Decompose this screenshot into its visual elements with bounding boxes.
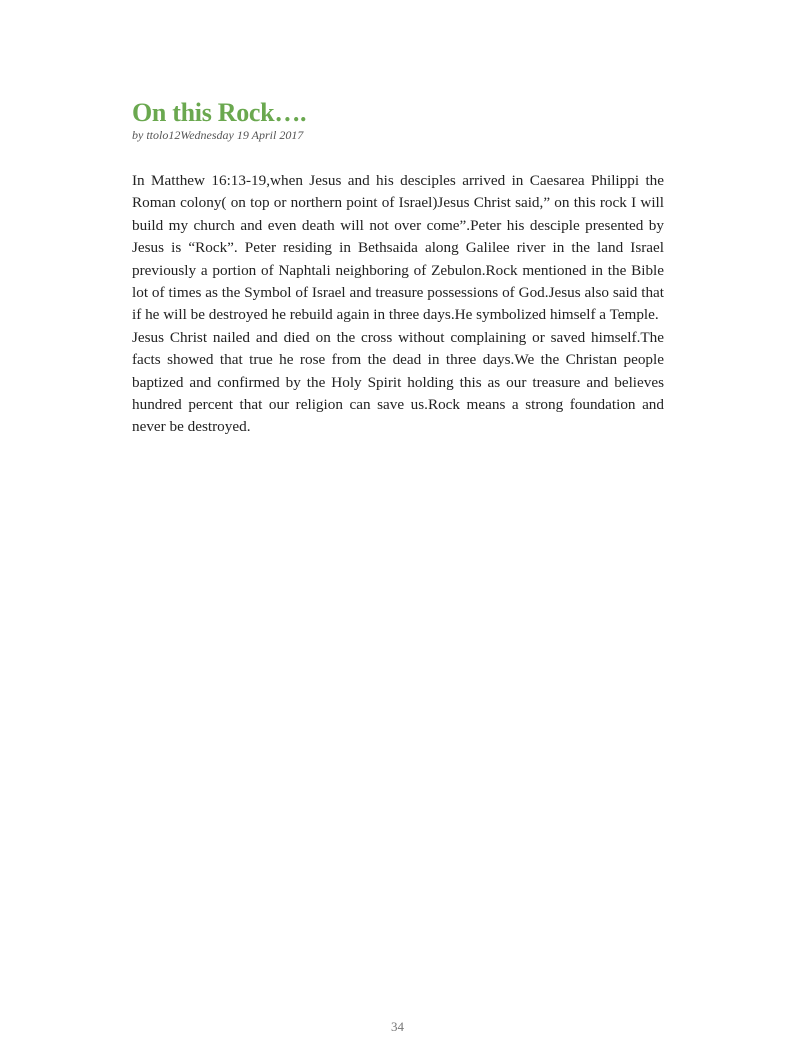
article [132, 96, 664, 439]
article-body [132, 170, 664, 439]
body-paragraph: Jesus Christ nailed and died on the cross without complaining or saved himself.The facts showed that true he rose from the dead in three days.We the Christan people baptized and confirmed by the Holy Spirit holding this as our treasure and believes hundred percent that our religion can save us.Rock means a strong foundation and never be destroyed. [132, 328, 664, 436]
page-number: 34 [391, 1019, 404, 1034]
article-title: On this Rock…. [132, 98, 307, 127]
body-paragraph: In Matthew 16:13-19,when Jesus and his desciples arrived in Caesarea Philippi the Roman colony( on top or northern point of Israel)Jesus Christ said,” on this rock I will build my church and even death will not over come”.Peter his desciple presented by Jesus is “Rock”. Peter residing in Bethsaida along Galilee river in the land Israel previously a portion of Naphtali neighboring of Zebulon.Rock mentioned in the Bible lot of times as the Symbol of Israel and treasure possessions of God.Jesus also said that if he will be destroyed he rebuild again in three days.He symbolized himself a Temple. [132, 172, 664, 324]
article-byline: by ttolo12Wednesday 19 April 2017 [132, 128, 304, 142]
